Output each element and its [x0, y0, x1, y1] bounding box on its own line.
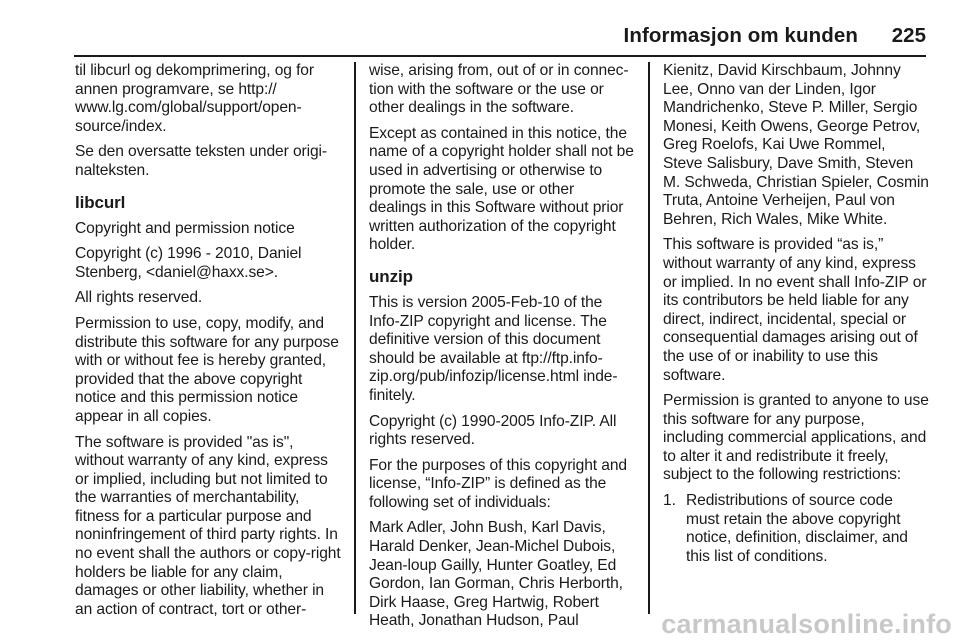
column-divider-2 [648, 62, 650, 614]
column-2 [369, 62, 635, 638]
paragraph: Permission to use, copy, modify, and distribute this software for any purpose with or without fee is hereby granted, provided that the above copyright notice and this permission notice appear in all copies. [75, 314, 339, 425]
list-item [663, 492, 929, 566]
list-item-text: Redistributions of source code must retain the above copyright notice, definition, disclaimer, and this list of conditions. [686, 492, 908, 565]
paragraph: The software is provided "as is", without warranty of any kind, express or implied, including but not limited to the warranties of merchantability, fitness for a particular purpose and noninfringement of third party rights. In no event shall the authors or copy-right holders be liable for any claim, damages or other liability, whether in an action of contract, tort or other- [75, 433, 341, 618]
column-divider-1 [354, 62, 356, 614]
page-header [0, 0, 960, 58]
page-number: 225 [891, 24, 926, 47]
paragraph: Se den oversatte teksten under origi-nalteksten. [75, 143, 328, 179]
paragraph: wise, arising from, out of or in connec-tion with the software or the use or other dealings in the software. [369, 62, 629, 117]
list-item-number: 1. [663, 492, 676, 510]
paragraph: Except as contained in this notice, the name of a copyright holder shall not be used in advertising or otherwise to promote the sale, use or other dealings in this Software without prior written authorization of the copyright holder. [369, 124, 634, 254]
paragraph: This software is provided “as is,” without warranty of any kind, express or implied. In no event shall Info-ZIP or its contributors be held liable for any direct, indirect, incidental, special or consequential damages arising out of the use of or inability to use this software. [663, 236, 927, 384]
paragraph: Permission is granted to anyone to use this software for any purpose, including commercial applications, and to alter it and redistribute it freely, subject to the following restrictions: [663, 392, 929, 484]
paragraph: For the purposes of this copyright and license, “Info-ZIP” is defined as the following set of individuals: [369, 456, 627, 511]
page-title: Informasjon om kunden [623, 24, 858, 47]
header-rule [74, 55, 926, 57]
paragraph: This is version 2005-Feb-10 of the Info-ZIP copyright and license. The definitive version of this document should be available at ftp://ftp.info-zip.org/pub/infozip/license.html inde-finitely. [369, 293, 618, 404]
paragraph: Mark Adler, John Bush, Karl Davis, Harald Denker, Jean-Michel Dubois, Jean-loup Gailly, Hunter Goatley, Ed Gordon, Ian Gorman, Chris Herborth, Dirk Haase, Greg Hartwig, Robert Heath, Jonathan Hudson, Paul [369, 519, 623, 630]
paragraph: Copyright (c) 1996 - 2010, Daniel Stenberg, <daniel@haxx.se>. [75, 245, 302, 281]
watermark: carmanualsonline.info [661, 609, 952, 639]
column-3 [663, 62, 929, 572]
paragraph: Kienitz, David Kirschbaum, Johnny Lee, Onno van der Linden, Igor Mandrichenko, Steve P. Miller, Sergio Monesi, Keith Owens, George Petrov, Greg Roelofs, Kai Uwe Rommel, Steve Salisbury, Dave Smith, Steven M. Schweda, Christian Spieler, Cosmin Truta, Antoine Verheijen, Paul von Behren, Rich Wales, Mike White. [663, 62, 929, 228]
paragraph: All rights reserved. [75, 289, 203, 307]
section-heading-libcurl: libcurl [75, 192, 126, 212]
paragraph: Copyright (c) 1990-2005 Info-ZIP. All rights reserved. [369, 412, 617, 449]
paragraph: til libcurl og dekomprimering, og for annen programvare, se http:// www.lg.com/global/support/open-source/index. [75, 62, 314, 135]
paragraph: Copyright and permission notice [75, 219, 295, 237]
column-1 [75, 62, 343, 626]
section-heading-unzip: unzip [369, 266, 413, 286]
footer [562, 606, 960, 642]
